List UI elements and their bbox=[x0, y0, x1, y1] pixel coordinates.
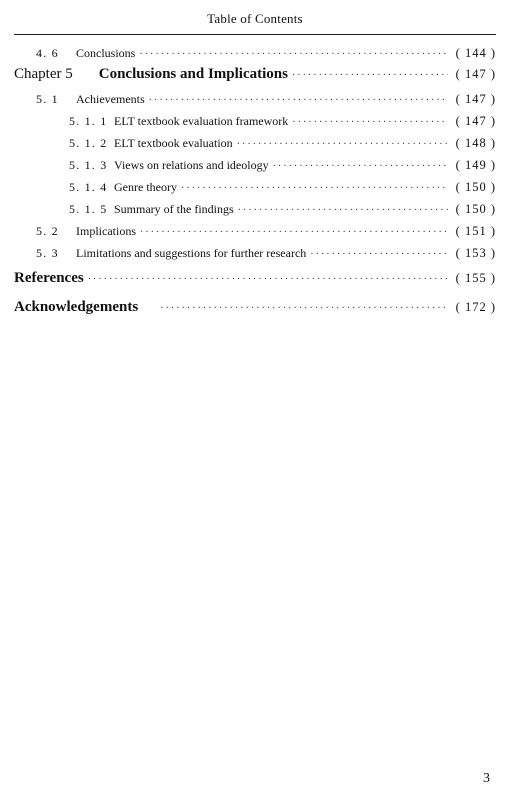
toc-entry-5-3[interactable] bbox=[14, 246, 496, 268]
section-number: 5. 1. 2 bbox=[69, 136, 108, 150]
dot-leader bbox=[292, 70, 448, 81]
toc-entry-5-2[interactable] bbox=[14, 224, 496, 246]
section-number: 5. 3 bbox=[36, 246, 59, 260]
page-reference: ( 147 ) bbox=[455, 67, 496, 81]
toc-entry-5-1-3[interactable] bbox=[14, 158, 496, 180]
section-number: 5. 1 bbox=[36, 92, 59, 106]
section-title: Genre theory bbox=[114, 180, 177, 194]
toc-entry-references[interactable] bbox=[14, 270, 496, 295]
toc-entry-5-1-1[interactable] bbox=[14, 114, 496, 136]
toc-entry-5-1-4[interactable] bbox=[14, 180, 496, 202]
page-reference: ( 144 ) bbox=[455, 46, 496, 60]
dot-leader bbox=[238, 205, 448, 216]
section-title: ELT textbook evaluation framework bbox=[114, 114, 289, 128]
section-number: 5. 1. 5 bbox=[69, 202, 108, 216]
dot-leader bbox=[88, 274, 448, 285]
page-reference: ( 153 ) bbox=[455, 246, 496, 260]
page-number: 3 bbox=[483, 771, 490, 786]
page-reference: ( 150 ) bbox=[455, 180, 496, 194]
dot-leader bbox=[140, 227, 448, 238]
chapter-title: Conclusions and Implications bbox=[98, 66, 288, 82]
section-title: Views on relations and ideology bbox=[114, 158, 269, 172]
page-reference: ( 150 ) bbox=[455, 202, 496, 216]
toc-entry-5-1-2[interactable] bbox=[14, 136, 496, 158]
dot-leader bbox=[292, 117, 447, 128]
dot-leader bbox=[310, 249, 447, 260]
section-title: Achievements bbox=[76, 92, 145, 106]
header-rule bbox=[14, 34, 496, 35]
page-reference: ( 155 ) bbox=[455, 271, 496, 285]
chapter-title: References bbox=[14, 270, 84, 286]
section-title: Limitations and suggestions for further research bbox=[76, 246, 307, 260]
page-reference: ( 151 ) bbox=[455, 224, 496, 238]
toc-entry-4-6[interactable] bbox=[14, 46, 496, 68]
section-number: 5. 2 bbox=[36, 224, 59, 238]
dot-leader bbox=[139, 49, 447, 60]
dot-leader bbox=[160, 303, 448, 314]
section-number: 4. 6 bbox=[36, 46, 59, 60]
page-reference: ( 172 ) bbox=[455, 300, 496, 314]
table-of-contents bbox=[14, 46, 496, 325]
section-title: ELT textbook evaluation bbox=[114, 136, 233, 150]
page-reference: ( 147 ) bbox=[455, 92, 496, 106]
toc-entry-5-1[interactable] bbox=[14, 92, 496, 114]
section-title: Summary of the findings bbox=[114, 202, 234, 216]
section-number: 5. 1. 1 bbox=[69, 114, 108, 128]
dot-leader bbox=[149, 95, 448, 106]
page-reference: ( 149 ) bbox=[455, 158, 496, 172]
dot-leader bbox=[273, 161, 448, 172]
section-number: 5. 1. 4 bbox=[69, 180, 108, 194]
toc-entry-5-1-5[interactable] bbox=[14, 202, 496, 224]
toc-entry-chapter-5[interactable] bbox=[14, 66, 496, 92]
section-title: Implications bbox=[76, 224, 136, 238]
chapter-label: Chapter 5 bbox=[14, 66, 73, 82]
chapter-title: Acknowledgements bbox=[14, 299, 139, 315]
running-header: Table of Contents bbox=[207, 11, 303, 26]
dot-leader bbox=[181, 183, 448, 194]
section-title: Conclusions bbox=[76, 46, 136, 60]
page-reference: ( 147 ) bbox=[455, 114, 496, 128]
section-number: 5. 1. 3 bbox=[69, 158, 108, 172]
dot-leader bbox=[237, 139, 448, 150]
page-reference: ( 148 ) bbox=[455, 136, 496, 150]
toc-entry-acknowledgements[interactable] bbox=[14, 299, 496, 325]
